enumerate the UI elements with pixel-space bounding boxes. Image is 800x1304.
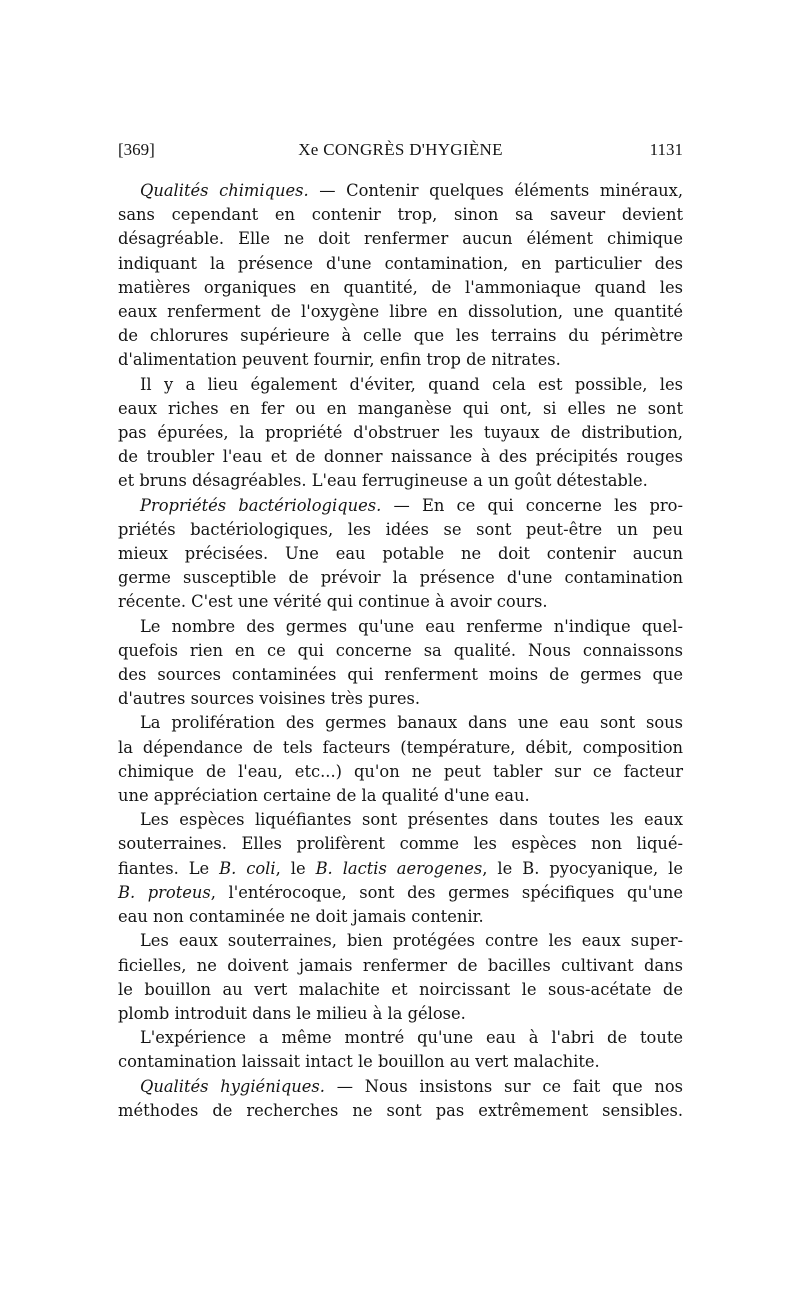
text-line: pas épurées, la propriété d'obstruer les tuyaux de distribution, <box>118 423 683 443</box>
text-line: germe susceptible de prévoir la présence d'une contamination <box>118 568 683 588</box>
text-line: Les eaux souterraines, bien protégées contre les eaux super- <box>140 931 683 951</box>
text-line: méthodes de recherches ne sont pas extrêmement sensibles. <box>118 1100 683 1120</box>
page-number: 1131 <box>649 140 683 159</box>
section-heading-chemical: Qualités chimiques. <box>140 181 309 200</box>
text-line: B. proteus, l'entérocoque, sont des germes spécifiques qu'une <box>118 882 683 902</box>
page-reference: [369] <box>118 140 155 159</box>
species-name: B. coli <box>219 858 276 878</box>
text-line: eaux riches en fer ou en manganèse qui ont, si elles ne sont <box>118 398 683 418</box>
text-line: quefois rien en ce qui concerne sa qualité. Nous connaissons <box>118 640 683 660</box>
species-name: B. proteus <box>118 882 211 902</box>
text-line: L'expérience a même montré qu'une eau à l'abri de toute <box>140 1028 683 1048</box>
text-line: des sources contaminées qui renferment moins de germes que <box>118 665 683 685</box>
text-line: Le nombre des germes qu'une eau renferme n'indique quel- <box>140 616 683 636</box>
text-line: Qualités chimiques. — Contenir quelques éléments minéraux, <box>140 181 683 200</box>
text-line: mieux précisées. Une eau potable ne doit contenir aucun <box>118 544 683 564</box>
text-line: de troubler l'eau et de donner naissance à des précipités rouges <box>118 447 683 467</box>
text-line: Propriétés bactériologiques. — En ce qui concerne les pro- <box>140 495 683 515</box>
section-heading-bacteriological: Propriétés bactériologiques. <box>140 495 382 515</box>
text-line: contamination laissait intact le bouillon au vert malachite. <box>118 1052 600 1072</box>
text-line: plomb introduit dans le milieu à la gélose. <box>118 1003 466 1023</box>
text-line: et bruns désagréables. L'eau ferrugineuse a un goût détestable. <box>118 471 648 491</box>
text-line: La prolifération des germes banaux dans une eau sont sous <box>140 713 683 733</box>
text-line: indiquant la présence d'une contamination, en particulier des <box>118 253 683 273</box>
text-line: chimique de l'eau, etc...) qu'on ne peut tabler sur ce facteur <box>118 761 683 781</box>
text-line: matières organiques en quantité, de l'ammoniaque quand les <box>118 277 683 297</box>
text-line: Qualités hygiéniques. — Nous insistons sur ce fait que nos <box>140 1076 683 1096</box>
section-heading-hygienic: Qualités hygiéniques. <box>140 1076 325 1096</box>
text-line: souterraines. Elles prolifèrent comme les espèces non liqué- <box>118 834 683 854</box>
text-line: d'alimentation peuvent fournir, enfin trop de nitrates. <box>118 350 561 370</box>
text-line: eaux renferment de l'oxygène libre en dissolution, une quantité <box>118 302 683 322</box>
text-line: fiantes. Le B. coli, le B. lactis aerogenes, le B. pyocyanique, le <box>118 858 684 878</box>
species-name: B. lactis aerogenes <box>315 858 483 878</box>
text-line: d'autres sources voisines très pures. <box>118 689 421 709</box>
body-text <box>118 179 683 1123</box>
text-line: sans cependant en contenir trop, sinon sa saveur devient <box>118 205 683 225</box>
text-line: Il y a lieu également d'éviter, quand cela est possible, les <box>140 374 683 394</box>
text-line: récente. C'est une vérité qui continue à avoir cours. <box>118 592 548 612</box>
text-line: priétés bactériologiques, les idées se sont peut-être un peu <box>118 519 683 539</box>
text-line: la dépendance de tels facteurs (température, débit, composition <box>118 737 683 757</box>
text-line: le bouillon au vert malachite et noircissant le sous-acétate de <box>118 979 683 999</box>
running-header <box>118 140 683 166</box>
text-line: ficielles, ne doivent jamais renfermer de bacilles cultivant dans <box>118 955 683 975</box>
text-line: désagréable. Elle ne doit renfermer aucun élément chimique <box>118 229 683 249</box>
text-line: une appréciation certaine de la qualité d'une eau. <box>118 786 530 806</box>
text-line: de chlorures supérieure à celle que les terrains du périmètre <box>118 326 683 346</box>
text-line: eau non contaminée ne doit jamais contenir. <box>118 907 484 927</box>
text-line: Les espèces liquéfiantes sont présentes dans toutes les eaux <box>140 810 683 830</box>
running-title: Xe CONGRÈS D'HYGIÈNE <box>298 140 503 159</box>
